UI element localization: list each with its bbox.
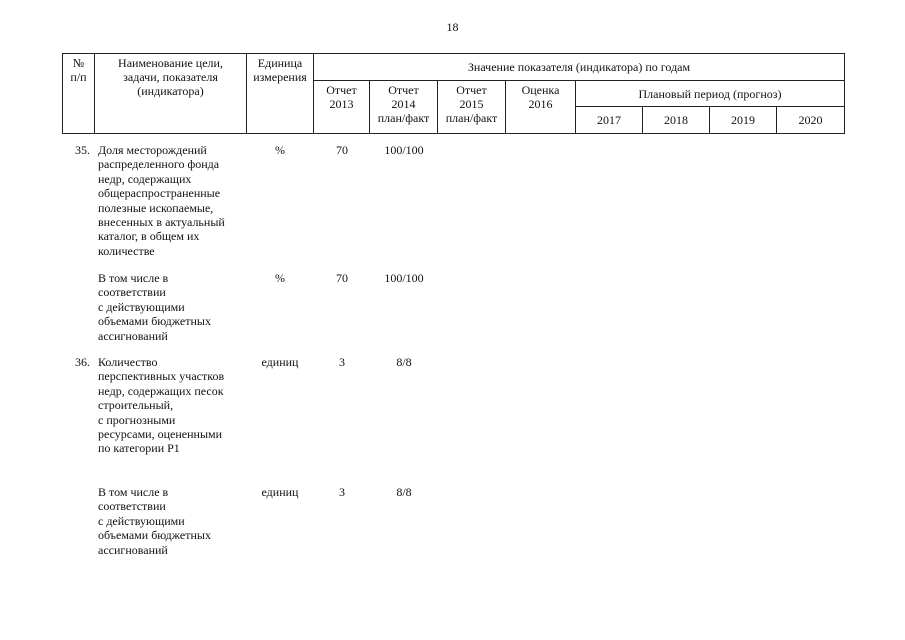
page-number: 18 [446, 20, 459, 34]
header-estimate-2016: Оценка 2016 [506, 81, 576, 134]
value-2013: 70 [336, 143, 348, 157]
header-name: Наименование цели, задачи, показателя (индикатора) [95, 54, 247, 134]
header-year-2019: 2019 [710, 107, 777, 134]
indicator-name: Доля месторождений распределенного фонда недр, содержащих общераспространенные полезные ископаемые, внесенных в актуальный каталог, в общем их количестве [98, 143, 225, 258]
table-row [62, 143, 852, 263]
table-row [62, 271, 852, 346]
header-year-2017: 2017 [576, 107, 643, 134]
table-row [62, 485, 852, 560]
indicator-name: Количество перспективных участков недр, содержащих песок строительный, с прогнозными ресурсами, оцененными по категории Р1 [98, 355, 225, 456]
header-year-2020: 2020 [777, 107, 845, 134]
indicator-name: В том числе в соответствии с действующими объемами бюджетных ассигнований [98, 271, 211, 343]
indicator-name: В том числе в соответствии с действующими объемами бюджетных ассигнований [98, 485, 211, 557]
header-report-2014: Отчет 2014 план/факт [370, 81, 438, 134]
unit-value: единиц [261, 485, 299, 499]
unit-value: единиц [261, 355, 299, 369]
value-2014: 8/8 [396, 485, 412, 499]
header-plan-period: Плановый период (прогноз) [576, 81, 845, 107]
indicator-table-header [62, 53, 845, 134]
value-2014: 8/8 [396, 355, 412, 369]
value-2014: 100/100 [384, 143, 424, 157]
unit-value: % [275, 271, 285, 285]
header-num: № п/п [63, 54, 95, 134]
header-report-2015: Отчет 2015 план/факт [438, 81, 506, 134]
row-number: 35. [75, 143, 90, 157]
header-year-2018: 2018 [643, 107, 710, 134]
value-2013: 70 [336, 271, 348, 285]
unit-value: % [275, 143, 285, 157]
header-unit: Единица измерения [247, 54, 314, 134]
table-row [62, 355, 852, 460]
value-2014: 100/100 [384, 271, 424, 285]
value-2013: 3 [339, 355, 345, 369]
row-number: 36. [75, 355, 90, 369]
value-2013: 3 [339, 485, 345, 499]
header-values-group: Значение показателя (индикатора) по годам [314, 54, 845, 81]
header-report-2013: Отчет 2013 [314, 81, 370, 134]
